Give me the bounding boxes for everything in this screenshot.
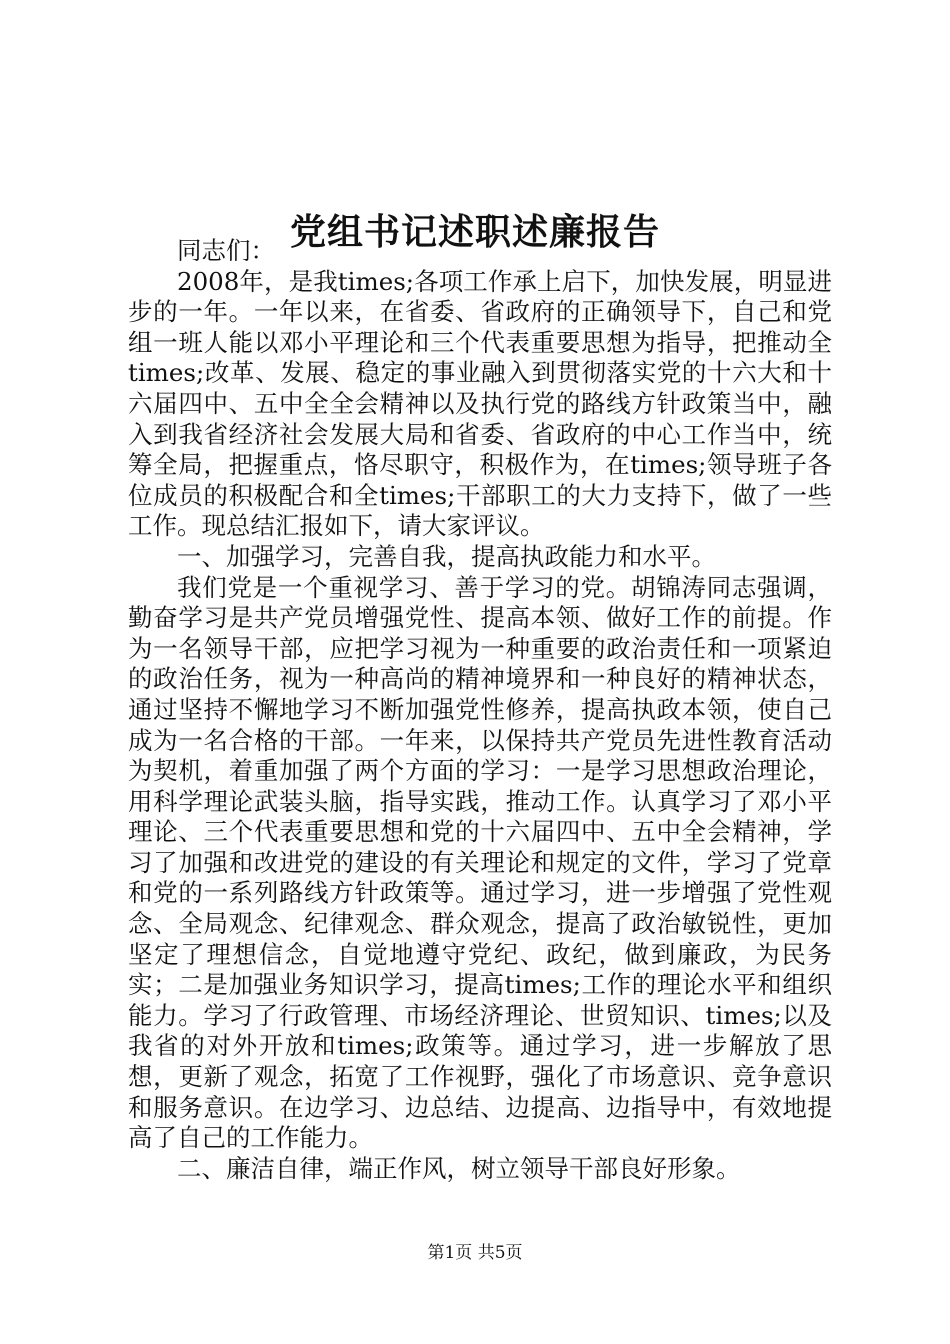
intro-paragraph: 2008年，是我times;各项工作承上启下，加快发展，明显进步的一年。一年以来，在省委、省政府的正确领导下，自己和党组一班人能以邓小平理论和三个代表重要思想为指导，把推动全times;改革、发展、稳定的事业融入到贯彻落实党的十六大和十六届四中、五中全全会精神以及执行党的路线方针政策当中，融入到我省经济社会发展大局和省委、省政府的中心工作当中，统筹全局，把握重点，恪尽职守，积极作为，在times;领导班子各位成员的积极配合和全times;干部职工的大力支持下，做了一些工作。现总结汇报如下，请大家评议。 — [128, 266, 832, 541]
page-number-footer: 第1页 共5页 — [427, 1243, 523, 1263]
document-title: 党组书记述职述廉报告 — [289, 211, 660, 254]
salutation-paragraph: 同志们： — [177, 236, 275, 265]
section-heading-2: 二、廉洁自律，端正作风，树立领导干部良好形象。 — [177, 1153, 741, 1183]
study-paragraph: 我们党是一个重视学习、善于学习的党。胡锦涛同志强调，勤奋学习是共产党员增强党性、提高本领、做好工作的前提。作为一名领导干部，应把学习视为一种重要的政治责任和一项紧迫的政治任务，视为一种高尚的精神境界和一种良好的精神状态，通过坚持不懈地学习不断加强党性修养，提高执政本领，使自己成为一名合格的干部。一年来，以保持共产党员先进性教育活动为契机，着重加强了两个方面的学习：一是学习思想政治理论，用科学理论武装头脑，指导实践，推动工作。认真学习了邓小平理论、三个代表重要思想和党的十六届四中、五中全会精神，学习了加强和改进党的建设的有关理论和规定的文件，学习了党章和党的一系列路线方针政策等。通过学习，进一步增强了党性观念、全局观念、纪律观念、群众观念，提高了政治敏锐性，更加坚定了理想信念，自觉地遵守党纪、政纪，做到廉政，为民务实；二是加强业务知识学习，提高times;工作的理论水平和组织能力。学习了行政管理、市场经济理论、世贸知识、times;以及我省的对外开放和times;政策等。通过学习，进一步解放了思想，更新了观念，拓宽了工作视野，强化了市场意识、竞争意识和服务意识。在边学习、边总结、边提高、边指导中，有效地提高了自己的工作能力。 — [128, 572, 832, 1153]
section-heading-1: 一、加强学习，完善自我，提高执政能力和水平。 — [177, 541, 716, 571]
document-body — [128, 236, 832, 1184]
